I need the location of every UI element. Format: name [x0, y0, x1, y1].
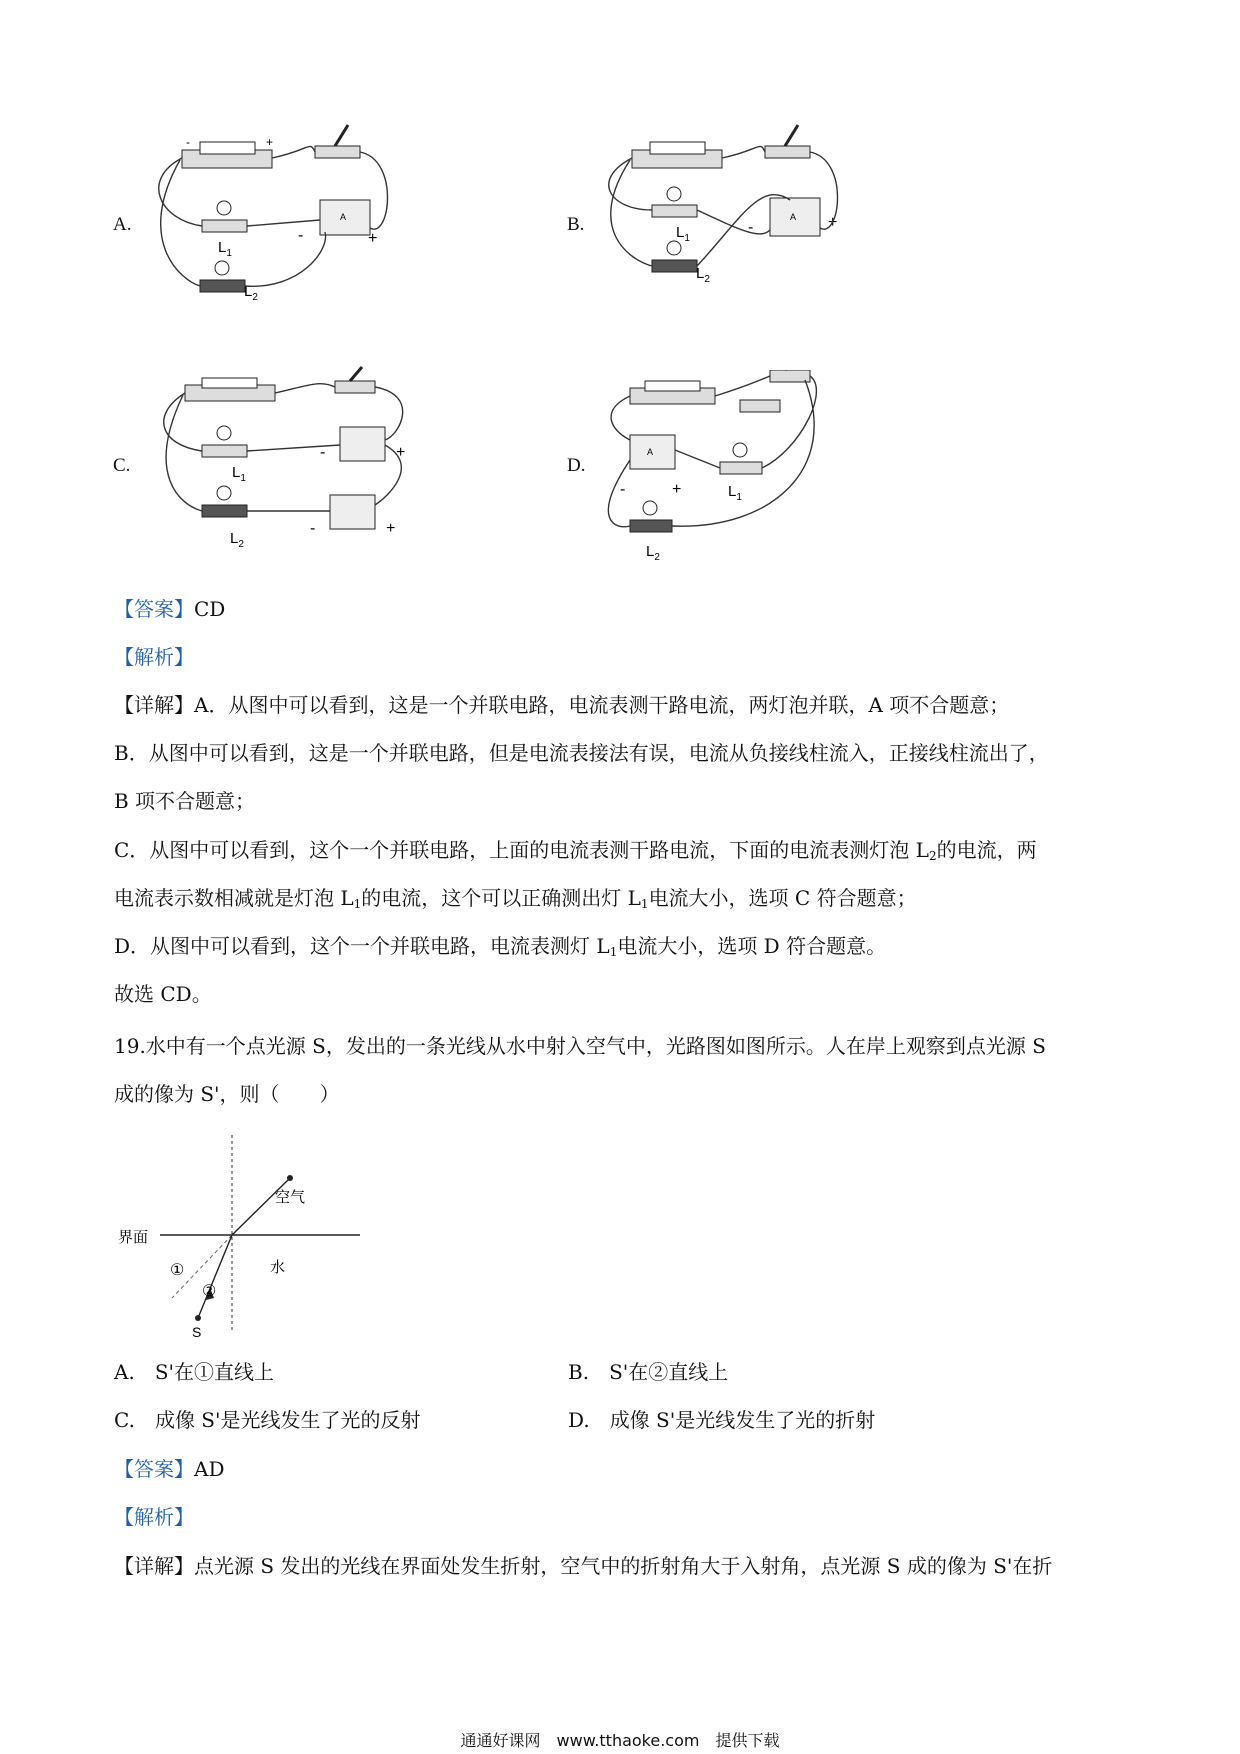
q19-answer: 【答案】AD [114, 1457, 225, 1481]
svg-text:+: + [266, 135, 274, 149]
q19-option-a: A. S'在①直线上 [114, 1360, 275, 1384]
svg-text:L2: $L_2$ [230, 530, 244, 550]
q19-stem-line1: 19.水中有一个点光源 S，发出的一条光线从水中射入空气中，光路图如图所示。人在岸上观察到点光源 S [114, 1034, 1046, 1058]
interface-label: 界面 [118, 1229, 149, 1246]
svg-text:A: A [647, 447, 654, 457]
q18-answer: 【答案】CD [114, 597, 226, 621]
q18-detail-b2: B 项不合题意； [114, 789, 256, 813]
q18-detail-c2: 电流表示数相减就是灯泡 $L_1$的电流，这个可以正确测出灯 $L_1$电流大小，选项 C 符合题意； [114, 886, 917, 911]
q19-analysis-tag: 【解析】 [114, 1505, 194, 1529]
svg-text:+: + [828, 214, 838, 231]
q19-detail: 【详解】点光源 S 发出的光线在界面处发生折射，空气中的折射角大于入射角，点光源 S 成的像为 S'在折 [114, 1554, 1053, 1578]
option-a-label: A. [113, 214, 132, 235]
svg-text:L1: $L_1$ [676, 224, 690, 244]
circuit-figure-a [140, 120, 460, 335]
page-footer: 通通好课网 www.tthaoke.com 提供下载 [460, 1731, 780, 1750]
q18-detail-d: D．从图中可以看到，这个一个并联电路，电流表测灯 $L_1$电流大小，选项 D 符合题意。 [114, 934, 887, 959]
svg-text:+: + [386, 520, 396, 537]
air-label: 空气 [275, 1189, 306, 1206]
svg-text:+: + [368, 230, 378, 247]
svg-text:+: + [396, 444, 406, 461]
q18-detail-a: 【详解】A．从图中可以看到，这是一个并联电路，电流表测干路电流，两灯泡并联，A 项不合题意； [114, 693, 1010, 717]
q18-analysis-tag: 【解析】 [114, 645, 194, 669]
q19-option-d: D. 成像 S'是光线发生了光的折射 [568, 1408, 876, 1432]
svg-text:L2: $L_2$ [646, 543, 660, 563]
circuit-figure-d [600, 370, 900, 565]
q18-detail-b1: B．从图中可以看到，这是一个并联电路，但是电流表接法有误，电流从负接线柱流入，正接线柱流出了， [114, 741, 1049, 765]
option-d-label: D. [567, 455, 586, 476]
q18-detail-c1: C．从图中可以看到，这个一个并联电路，上面的电流表测干路电流，下面的电流表测灯泡 $L_2$的电流，两 [114, 838, 1037, 863]
svg-text:-: - [620, 481, 626, 498]
svg-text:L2: $L_2$ [696, 265, 710, 285]
l1-label: $L_1$ [218, 239, 232, 259]
svg-text:-: - [298, 227, 304, 244]
l2-label: $L_2$ [244, 283, 258, 303]
svg-text:-: - [186, 135, 190, 149]
water-label: 水 [270, 1259, 286, 1276]
circuit-figure-c [150, 365, 450, 555]
svg-text:-: - [748, 219, 754, 236]
circuit-figure-b [590, 120, 910, 335]
svg-text:A: A [790, 212, 797, 222]
ray-1-label: ① [170, 1262, 185, 1279]
q19-option-c: C. 成像 S'是光线发生了光的反射 [114, 1408, 421, 1432]
svg-text:L1: $L_1$ [232, 464, 246, 484]
source-label: S [192, 1324, 202, 1340]
q18-conclusion: 故选 CD。 [114, 982, 212, 1006]
ray-2-label: ② [202, 1283, 217, 1300]
option-c-label: C. [113, 455, 131, 476]
q19-option-b: B. S'在②直线上 [568, 1360, 729, 1384]
refraction-figure [110, 1130, 370, 1340]
option-b-label: B. [567, 214, 585, 235]
svg-text:+: + [672, 481, 682, 498]
svg-text:A: A [340, 212, 347, 222]
svg-text:L1: $L_1$ [728, 483, 742, 503]
q19-stem-line2: 成的像为 S'，则（ ） [114, 1082, 340, 1106]
svg-text:-: - [310, 520, 316, 537]
svg-text:-: - [320, 444, 326, 461]
